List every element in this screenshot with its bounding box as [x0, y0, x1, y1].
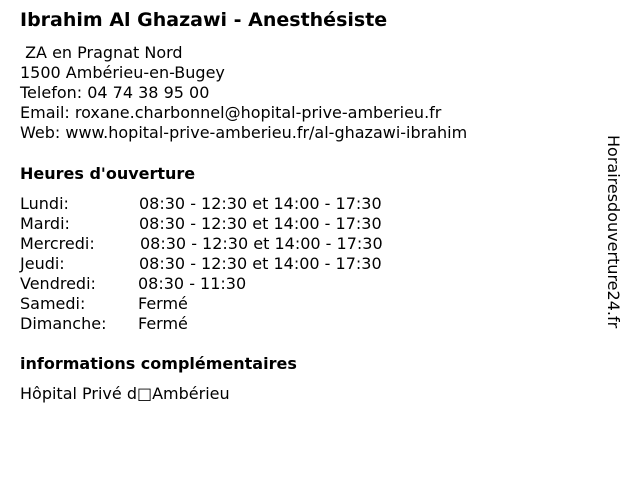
day-label: Mercredi: [20, 234, 95, 253]
day-label: Lundi: [20, 194, 69, 213]
address-street: ZA en Pragnat Nord [20, 43, 183, 62]
day-times: 08:30 - 12:30 et 14:00 - 17:30 [140, 234, 383, 253]
extra-info-heading: informations complémentaires [20, 354, 297, 373]
day-label: Vendredi: [20, 274, 96, 293]
day-times: Fermé [138, 314, 188, 333]
day-times: 08:30 - 12:30 et 14:00 - 17:30 [139, 254, 382, 273]
extra-info-text: Hôpital Privé d□Ambérieu [20, 384, 230, 403]
phone-line: Telefon: 04 74 38 95 00 [20, 83, 210, 102]
day-label: Samedi: [20, 294, 86, 313]
day-times: Fermé [138, 294, 188, 313]
day-times: 08:30 - 12:30 et 14:00 - 17:30 [139, 194, 382, 213]
day-label: Dimanche: [20, 314, 107, 333]
address-city: 1500 Ambérieu-en-Bugey [20, 63, 225, 82]
day-label: Mardi: [20, 214, 70, 233]
day-times: 08:30 - 11:30 [138, 274, 247, 293]
page-title: Ibrahim Al Ghazawi - Anesthésiste [20, 9, 388, 31]
day-times: 08:30 - 12:30 et 14:00 - 17:30 [139, 214, 382, 233]
site-watermark: Horairesdouverture24.fr [604, 135, 623, 329]
day-label: Jeudi: [20, 254, 65, 273]
email-line: Email: roxane.charbonnel@hopital-prive-amberieu.fr [20, 103, 442, 122]
web-line: Web: www.hopital-prive-amberieu.fr/al-ghazawi-ibrahim [20, 123, 468, 142]
hours-heading: Heures d'ouverture [20, 164, 196, 183]
contact-block [20, 43, 467, 143]
